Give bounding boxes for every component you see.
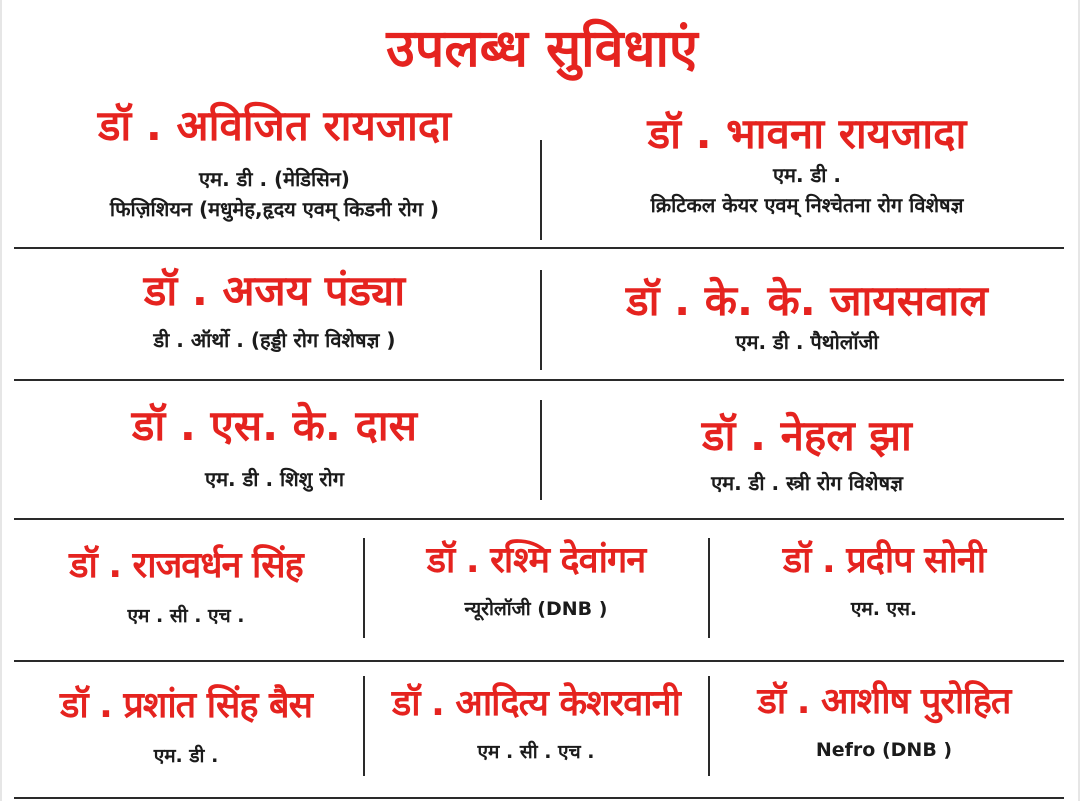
doctor-degree: एम. डी .: [772, 163, 842, 187]
row-divider: [14, 518, 1064, 520]
doctor-speciality: क्रिटिकल केयर एवम् निश्चेतना रोग विशेषज्ञ: [650, 193, 964, 217]
doctor-card-nehal: [557, 410, 1057, 498]
doctor-degree: एम. डी .: [153, 745, 219, 767]
doctor-name: डॉ . के. के. जायसवाल: [626, 276, 988, 325]
column-divider: [363, 676, 365, 776]
doctor-card-jaiswal: [557, 275, 1057, 357]
doctor-degree: एम. डी . स्त्री रोग विशेषज्ञ: [711, 471, 903, 495]
doctor-degree: एम. डी . (मेडिसिन): [199, 167, 350, 191]
row-divider: [14, 660, 1064, 662]
doctor-card-rashmi: [368, 537, 704, 623]
doctor-degree: एम. एस.: [850, 598, 918, 620]
doctor-degree: डी . ऑर्थो . (हड्डी रोग विशेषज्ञ ): [153, 328, 396, 352]
doctor-degree: एम . सी . एच .: [477, 741, 595, 763]
doctor-speciality: फिज़िशियन (मधुमेह,हृदय एवम् किडनी रोग ): [109, 197, 440, 221]
doctor-card-aditya: [368, 680, 704, 766]
column-divider: [363, 538, 365, 638]
page-title: उपलब्ध सुविधाएं: [386, 19, 698, 79]
doctor-card-bhavna: [557, 108, 1057, 220]
doctor-card-pradeep: [714, 537, 1054, 623]
doctor-card-ashish: [714, 678, 1054, 764]
doctor-degree: एम. डी . शिशु रोग: [205, 467, 344, 491]
doctor-card-ajay: [22, 265, 527, 355]
doctor-card-prashant: [16, 682, 356, 770]
doctor-name: डॉ . एस. के. दास: [131, 401, 418, 450]
doctor-degree: न्यूरोलॉजी (DNB ): [464, 598, 608, 620]
doctor-degree: एम. डी . पैथोलॉजी: [735, 330, 879, 354]
doctor-name: डॉ . राजवर्धन सिंह: [69, 545, 303, 586]
doctor-name: डॉ . आदित्य केशरवानी: [392, 683, 680, 724]
row-divider: [14, 797, 1064, 799]
doctor-card-avijit: [22, 100, 527, 224]
doctor-name: डॉ . प्रदीप सोनी: [782, 540, 986, 581]
row-divider: [14, 379, 1064, 381]
doctor-card-rajvardhan: [16, 542, 356, 630]
doctor-name: डॉ . प्रशांत सिंह बैस: [60, 685, 312, 726]
doctor-name: डॉ . नेहल झा: [702, 411, 912, 460]
doctor-degree: Nefro (DNB ): [815, 739, 953, 761]
doctor-name: डॉ . आशीष पुरोहित: [757, 681, 1011, 722]
doctor-degree: एम . सी . एच .: [127, 605, 245, 627]
doctor-name: डॉ . भावना रायजादा: [647, 109, 967, 158]
column-divider: [540, 400, 542, 500]
doctor-name: डॉ . रश्मि देवांगन: [426, 540, 646, 581]
column-divider: [540, 140, 542, 240]
column-divider: [540, 270, 542, 370]
doctor-name: डॉ . अविजित रायजादा: [97, 101, 452, 150]
column-divider: [708, 676, 710, 776]
doctor-card-das: [22, 400, 527, 494]
column-divider: [708, 538, 710, 638]
row-divider: [14, 247, 1064, 249]
doctor-name: डॉ . अजय पंड्या: [143, 266, 406, 315]
